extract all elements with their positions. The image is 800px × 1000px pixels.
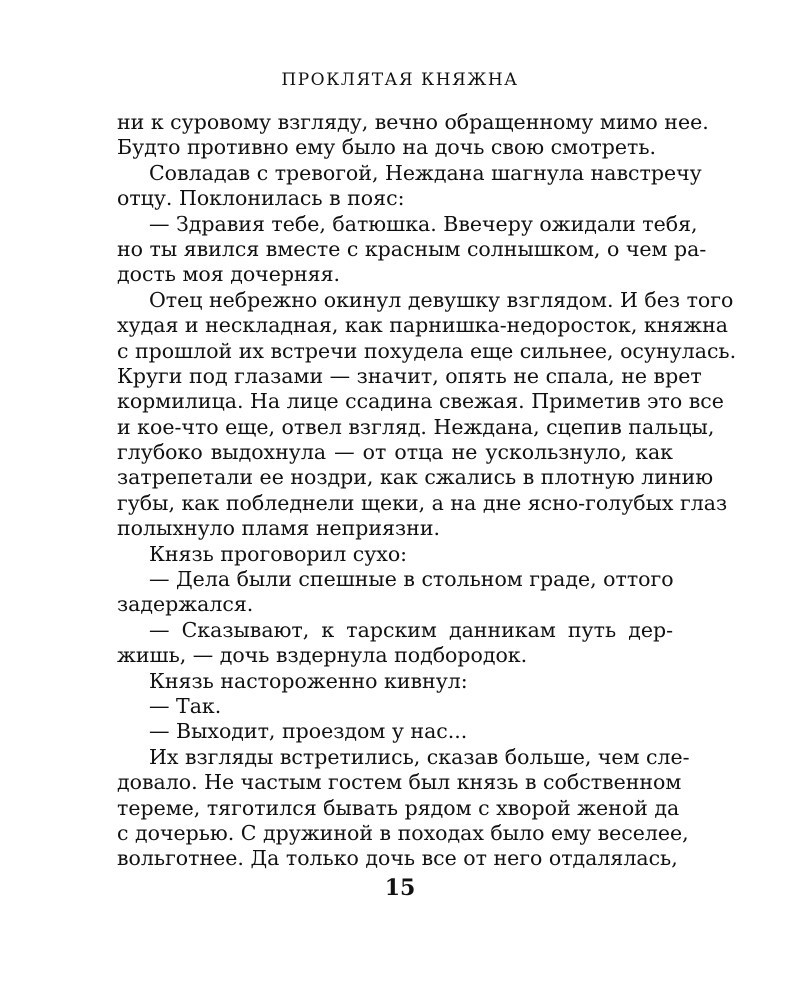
text-line: Будто противно ему было на дочь свою смотреть. (117, 135, 657, 160)
text-line: Князь проговорил сухо: (149, 541, 408, 566)
text-line: Круги под глазами — значит, опять не спала, не врет (117, 363, 702, 388)
text-line: Отец небрежно окинул девушку взглядом. И без того (149, 287, 734, 312)
text-line: Князь настороженно кивнул: (149, 668, 468, 693)
text-line: задержался. (117, 592, 254, 617)
text-line: дость моя дочерняя. (117, 262, 341, 287)
text-line: но ты явился вместе с красным солнышком, о чем ра- (117, 236, 707, 261)
text-line: довало. Не частым гостем был князь в собственном (117, 770, 682, 795)
text-line: отцу. Поклонилась в пояс: (117, 186, 405, 211)
text-line: тереме, тяготился бывать рядом с хворой женой да (117, 795, 680, 820)
text-line: Совладав с тревогой, Неждана шагнула навстречу (149, 160, 702, 185)
page-number: 15 (384, 875, 416, 901)
text-line: с дочерью. С дружиной в походах было ему веселее, (117, 820, 689, 845)
text-line: глубоко выдохнула — от отца не ускользнуло, как (117, 440, 673, 465)
text-line: губы, как побледнели щеки, а на дне ясно-голубых глаз (117, 490, 728, 515)
running-title: ПРОКЛЯТАЯ КНЯЖНА (281, 70, 519, 90)
body-text (117, 110, 737, 872)
text-line: — Сказывают, к тарским данникам путь дер- (149, 617, 673, 642)
text-line: Их взгляды встретились, сказав больше, чем сле- (149, 744, 690, 769)
text-line: — Выходит, проездом у нас... (149, 719, 468, 744)
text-line: — Здравия тебе, батюшка. Ввечеру ожидали тебя, (149, 211, 698, 236)
text-line: жишь, — дочь вздернула подбородок. (117, 643, 528, 668)
text-line: и кое-что еще, отвел взгляд. Неждана, сцепив пальцы, (117, 414, 715, 439)
text-line: с прошлой их встречи похудела еще сильнее, осунулась. (117, 338, 737, 363)
text-line: затрепетали ее ноздри, как сжались в плотную линию (117, 465, 714, 490)
text-line: — Дела были спешные в стольном граде, оттого (149, 567, 674, 592)
text-line: кормилица. На лице ссадина свежая. Приметив это все (117, 389, 724, 414)
text-line: полыхнуло пламя неприязни. (117, 516, 441, 541)
text-line: вольготнее. Да только дочь все от него отдалялась, (117, 846, 678, 871)
text-line: — Так. (149, 693, 222, 718)
text-line: худая и нескладная, как парнишка-недоросток, княжна (117, 313, 729, 338)
text-line: ни к суровому взгляду, вечно обращенному мимо нее. (117, 110, 709, 134)
